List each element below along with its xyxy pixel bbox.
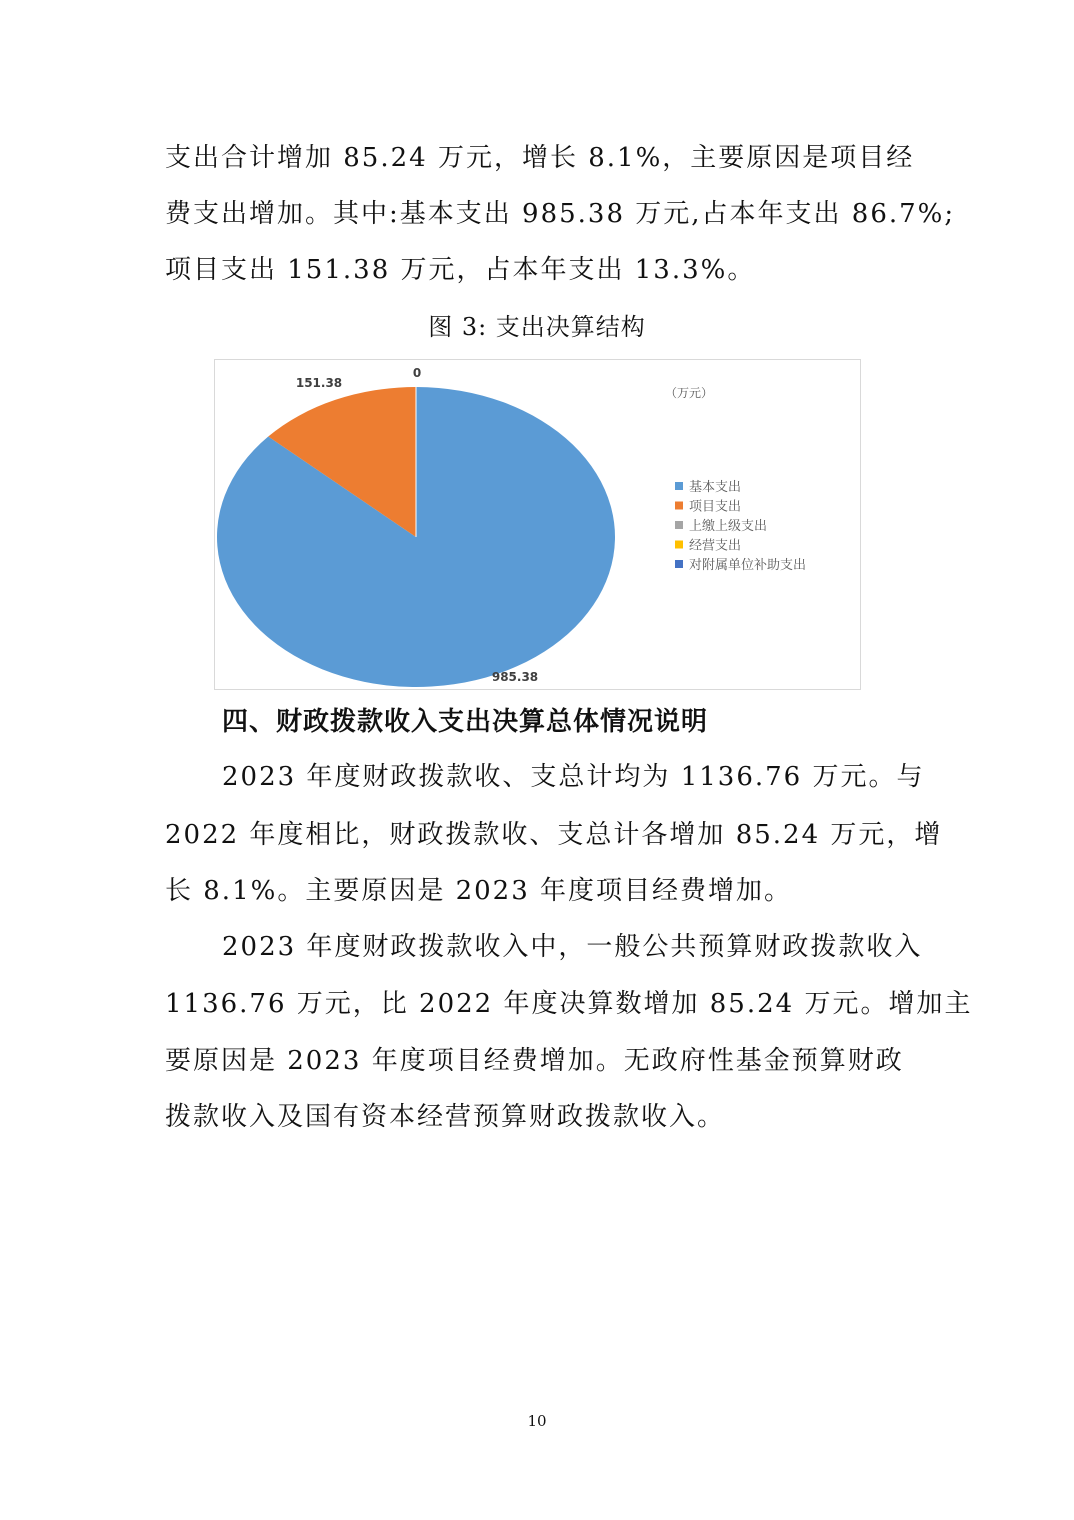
legend-swatch [675,502,683,510]
pie-data-label: 985.38 [491,670,539,684]
legend-label: 对附属单位补助支出 [689,558,807,573]
body-text-line: 2023 年度财政拨款收入中，一般公共预算财政拨款收入 [222,932,923,962]
legend-label: 项目支出 [689,499,742,515]
legend-swatch [675,482,683,490]
section-heading: 四、财政拨款收入支出决算总体情况说明 [222,707,709,737]
legend-label: 经营支出 [689,538,742,554]
body-text-line: 要原因是 2023 年度项目经费增加。无政府性基金预算财政 [165,1046,904,1076]
legend-label: 上缴上级支出 [689,519,768,534]
legend-swatch [675,541,683,549]
legend-swatch [675,521,683,529]
legend-item [675,557,806,573]
body-text-line: 项目支出 151.38 万元，占本年支出 13.3%。 [165,255,756,285]
legend-item [675,518,767,534]
chart-unit-label: （万元） [664,386,714,400]
body-text-line: 拨款收入及国有资本经营预算财政拨款收入。 [165,1102,726,1132]
body-text-line: 2022 年度相比，财政拨款收、支总计各增加 85.24 万元，增 [165,820,943,850]
body-text-line: 2023 年度财政拨款收、支总计均为 1136.76 万元。与 [222,762,925,792]
body-text-line: 费支出增加。其中:基本支出 985.38 万元,占本年支出 86.7%; [165,199,956,229]
body-text-line: 1136.76 万元，比 2022 年度决算数增加 85.24 万元。增加主 [165,989,973,1019]
pie-data-label: 151.38 [295,376,343,390]
pie-chart [214,359,861,690]
legend-label: 基本支出 [689,480,742,495]
pie-data-label: 0 [412,366,422,380]
body-text-line: 长 8.1%。主要原因是 2023 年度项目经费增加。 [165,876,793,906]
legend-swatch [675,560,683,568]
legend-item [675,499,741,515]
pie-chart-svg [215,360,860,689]
legend-item [675,479,741,495]
figure-caption: 图 3: 支出决算结构 [428,313,646,341]
page-number: 10 [527,1412,547,1430]
body-text-line: 支出合计增加 85.24 万元，增长 8.1%，主要原因是项目经 [165,143,915,173]
legend-item [675,538,741,554]
